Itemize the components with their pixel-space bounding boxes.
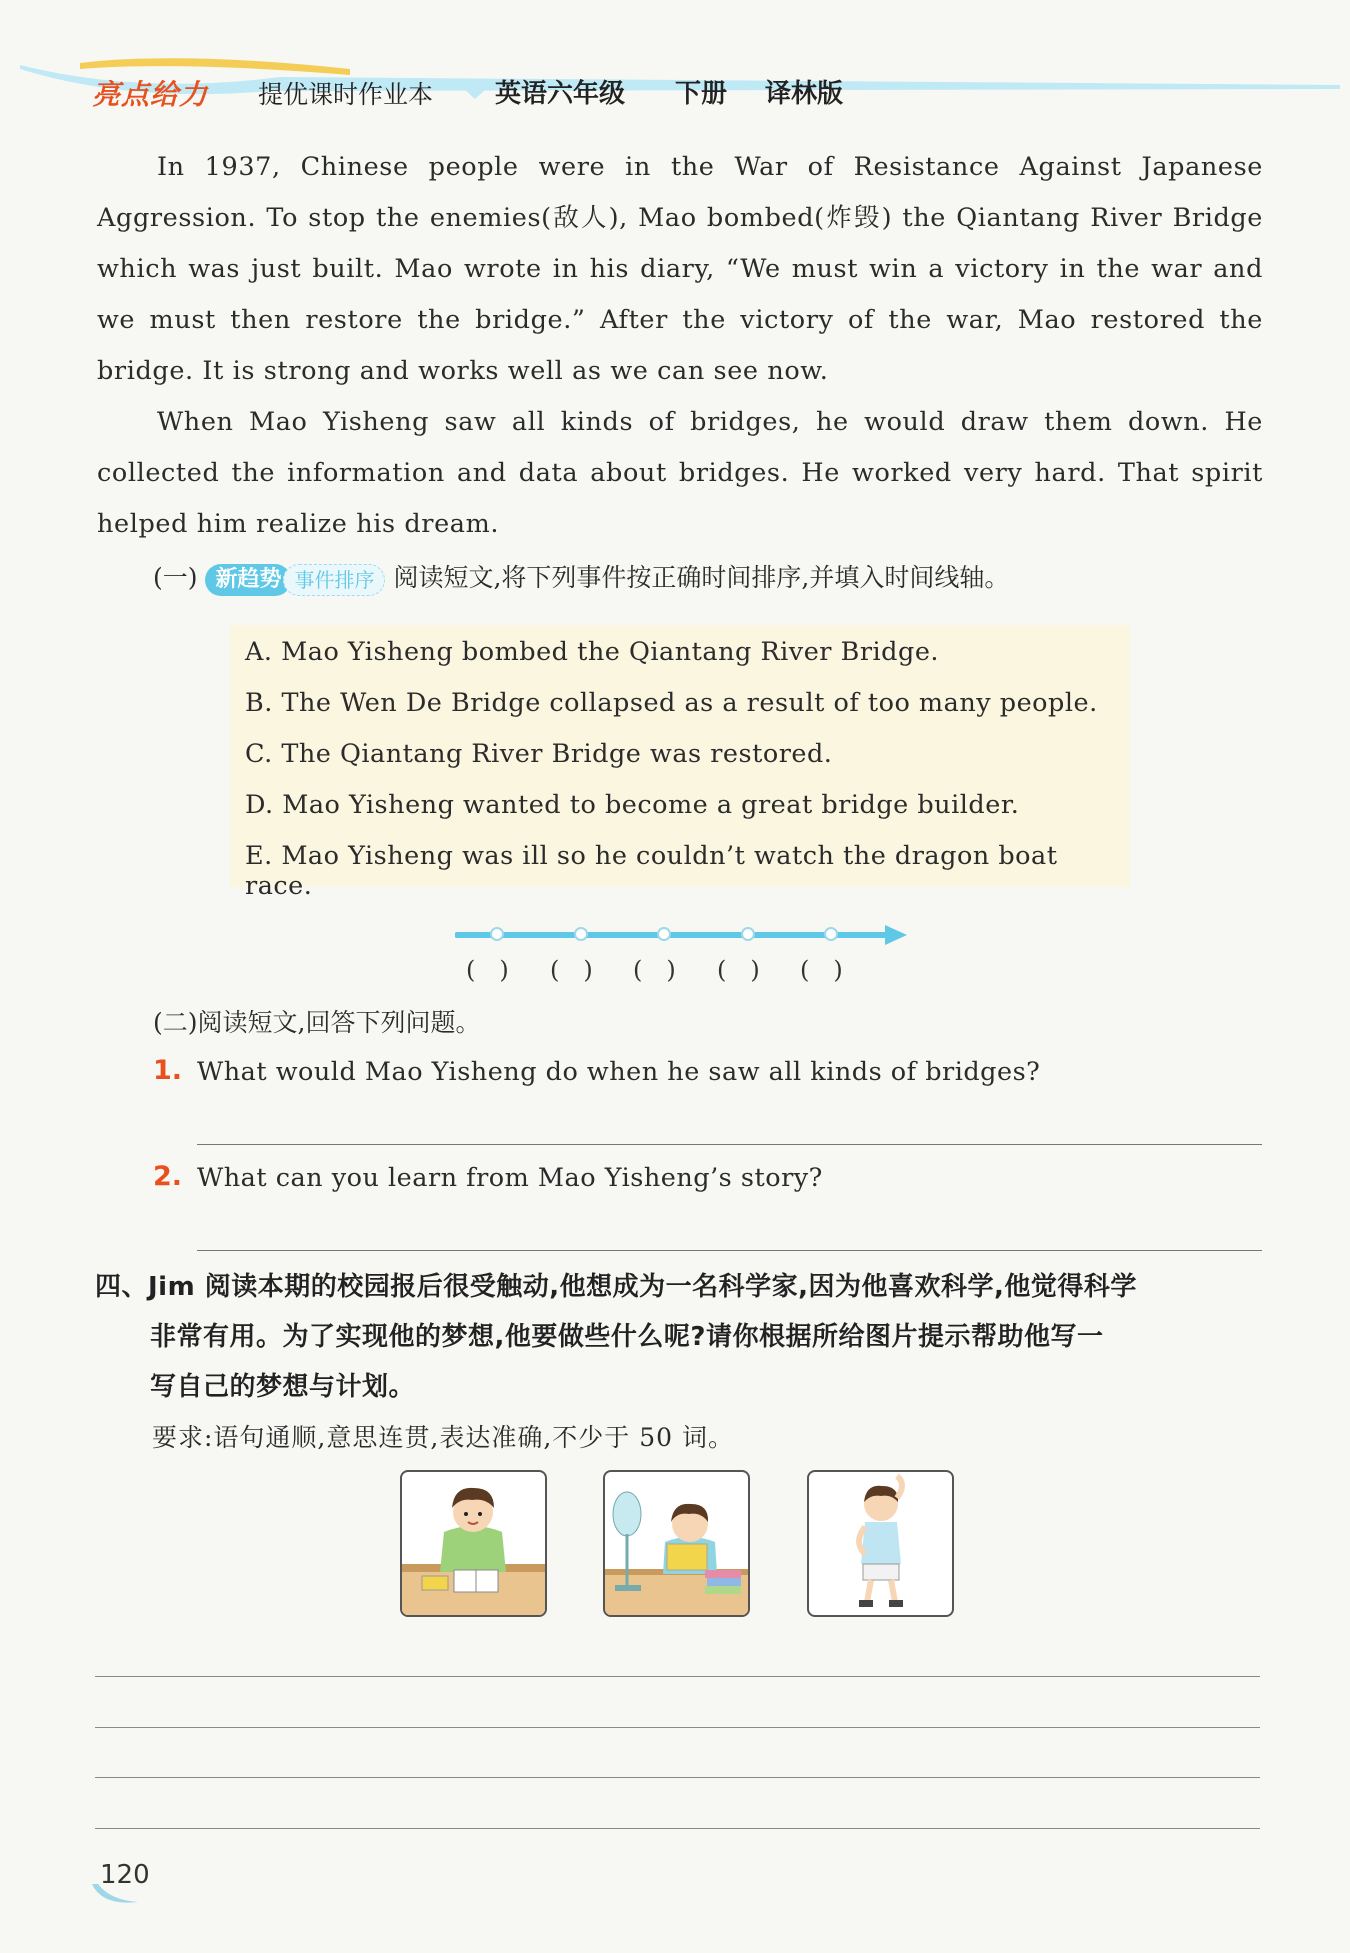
question-2-answer-line[interactable]: [197, 1250, 1262, 1251]
edition-label: 译林版: [765, 79, 844, 109]
timeline-blank-4[interactable]: ( ): [717, 956, 760, 984]
subject-label: 英语六年级: [495, 79, 626, 109]
options-box: [230, 625, 1130, 901]
option-d: D. Mao Yisheng wanted to become a great bridge builder.: [245, 790, 1020, 820]
option-a: A. Mao Yisheng bombed the Qiantang River Bridge.: [245, 637, 940, 667]
writing-line-2[interactable]: [95, 1727, 1260, 1728]
part1-instruction: 阅读短文,将下列事件按正确时间排序,并填入时间线轴。: [393, 563, 1010, 592]
timeline-blank-3[interactable]: ( ): [633, 956, 676, 984]
passage-paragraph-1-text: In 1937, Chinese people were in the War of Resistance Against Japanese Aggression. To stop the enemies(敌人), Mao bombed(炸毁) the Qiantang River Bridge which was just built. Mao wrote in his diary, “We must win a victory in the war and we must then restore the bridge.” After the victory of the war, Mao restored the bridge. It is strong and works well as we can see now.: [97, 152, 1263, 386]
question-2-number: 2.: [153, 1161, 183, 1192]
question-1-answer-line[interactable]: [197, 1144, 1262, 1145]
option-b: B. The Wen De Bridge collapsed as a result of too many people.: [245, 688, 1098, 718]
writing-line-4[interactable]: [95, 1828, 1260, 1829]
event-sequence-badge: 事件排序: [283, 564, 385, 596]
writing-line-1[interactable]: [95, 1676, 1260, 1677]
option-c: C. The Qiantang River Bridge was restored.: [245, 739, 833, 769]
picture-boy-reading-at-desk: [400, 1470, 547, 1617]
timeline-axis: [455, 920, 915, 950]
question-2-text: What can you learn from Mao Yisheng’s story?: [197, 1163, 823, 1193]
timeline-blank-2[interactable]: ( ): [550, 956, 593, 984]
option-e: E. Mao Yisheng was ill so he couldn’t watch the dragon boat race.: [245, 841, 1058, 901]
timeline-blank-5[interactable]: ( ): [800, 956, 843, 984]
writing-task-line-3: 写自己的梦想与计划。: [150, 1372, 416, 1402]
picture-boy-studying-with-lamp: [603, 1470, 750, 1617]
new-trend-badge: 新趋势: [205, 564, 291, 596]
part2-heading: (二)阅读短文,回答下列问题。: [153, 1008, 481, 1037]
timeline-blank-1[interactable]: ( ): [466, 956, 509, 984]
writing-task-line-1: 四、Jim 阅读本期的校园报后很受触动,他想成为一名科学家,因为他喜欢科学,他觉得科学: [95, 1272, 1137, 1302]
question-1-number: 1.: [153, 1055, 183, 1086]
volume-label: 下册: [675, 79, 728, 109]
passage-paragraph-2-text: When Mao Yisheng saw all kinds of bridges, he would draw them down. He collected the information and data about bridges. He worked very hard. That spirit helped him realize his dream.: [97, 407, 1263, 539]
writing-task-line-2: 非常有用。为了实现他的梦想,他要做些什么呢?请你根据所给图片提示帮助他写一: [150, 1322, 1104, 1352]
part1-number: (一): [153, 563, 198, 592]
writing-line-3[interactable]: [95, 1777, 1260, 1778]
brand-logo: 亮点给力: [92, 78, 209, 111]
page-header: [20, 55, 1340, 115]
part1-heading: [153, 558, 1009, 596]
series-title: 提优课时作业本: [258, 80, 434, 109]
passage-paragraph-1: [97, 142, 1263, 397]
writing-requirement: 要求:语句通顺,意思连贯,表达准确,不少于 50 词。: [152, 1423, 734, 1452]
picture-boy-exercising: [807, 1470, 954, 1617]
question-1-text: What would Mao Yisheng do when he saw all kinds of bridges?: [197, 1057, 1041, 1087]
passage-paragraph-2: [97, 397, 1263, 550]
page-number: 120: [100, 1860, 150, 1890]
